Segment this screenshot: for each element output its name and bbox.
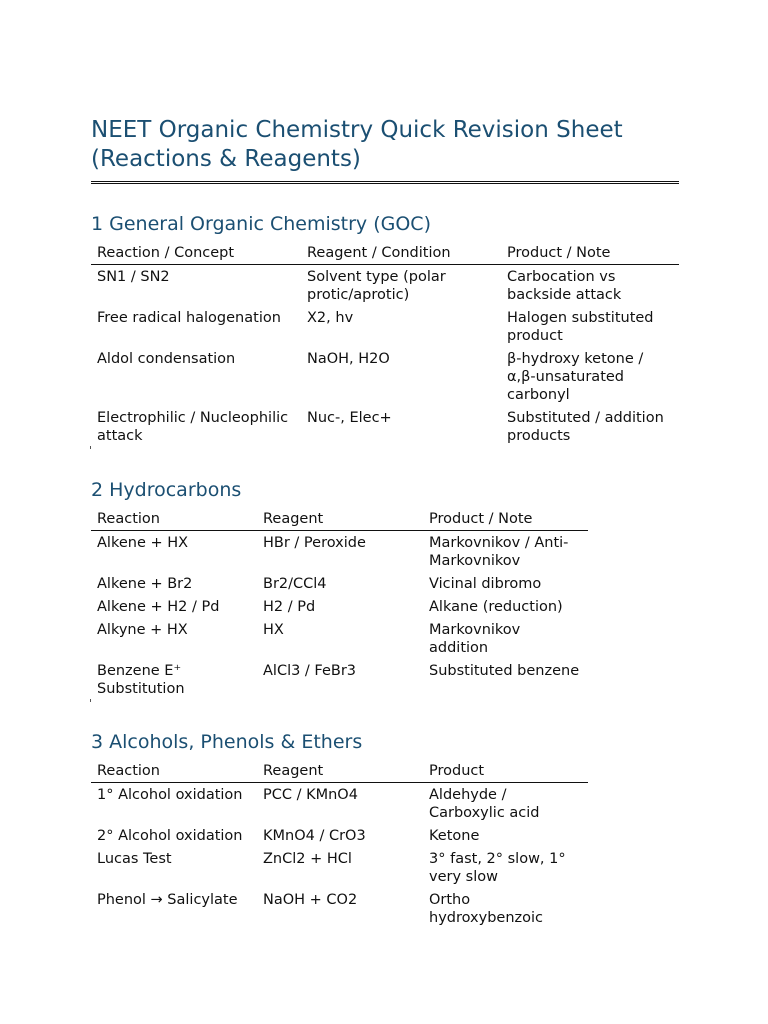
- column-header: Reaction: [91, 510, 257, 531]
- table-cell: AlCl3 / FeBr3: [263, 663, 357, 679]
- table-cell: 2° Alcohol oxidation: [97, 828, 243, 844]
- table-row: [91, 595, 588, 618]
- table-cell: X2, hv: [307, 310, 354, 326]
- column-header: Reaction: [91, 762, 257, 783]
- table-cell: Solvent type (polar protic/aprotic): [307, 269, 446, 303]
- document-header: [91, 116, 679, 184]
- document-title: [91, 116, 679, 174]
- table-cell: NaOH, H2O: [307, 351, 390, 367]
- table-cell: Ketone: [429, 828, 480, 844]
- table-cell: HBr / Peroxide: [263, 535, 366, 551]
- table-cell: Phenol → Salicylate: [97, 892, 238, 908]
- table-row: [91, 531, 588, 573]
- table-cell: Markovnikov / Anti-Markovnikov: [429, 535, 569, 569]
- table-cell: Lucas Test: [97, 851, 172, 867]
- table-cell: Br2/CCl4: [263, 576, 327, 592]
- table-row: [91, 847, 588, 888]
- table-cell: Halogen substituted product: [507, 310, 654, 344]
- section-heading-hydrocarbons: 2 Hydrocarbons: [91, 479, 242, 501]
- margin-mark: [90, 699, 91, 702]
- table-cell: ZnCl2 + HCl: [263, 851, 352, 867]
- table-row: [91, 783, 588, 825]
- table-cell: Vicinal dibromo: [429, 576, 542, 592]
- table-cell: Substituted benzene: [429, 663, 580, 679]
- table-header-row: [91, 244, 679, 265]
- table-row: [91, 659, 588, 700]
- table-header-row: [91, 510, 588, 531]
- table-row: [91, 888, 588, 929]
- margin-mark: [90, 446, 91, 449]
- table-cell: Markovnikov addition: [429, 622, 521, 656]
- table-cell: Benzene E⁺ Substitution: [97, 663, 185, 697]
- document-title-line-1: NEET Organic Chemistry Quick Revision Sheet: [91, 117, 623, 143]
- table-cell: PCC / KMnO4: [263, 787, 358, 803]
- table-cell: Alkene + Br2: [97, 576, 193, 592]
- table-cell: Alkane (reduction): [429, 599, 563, 615]
- table-header-row: [91, 762, 588, 783]
- table-cell: Free radical halogenation: [97, 310, 281, 326]
- column-header: Product / Note: [501, 244, 679, 265]
- table-cell: Ortho hydroxybenzoic: [429, 892, 544, 926]
- title-double-rule: [91, 181, 679, 184]
- alcohols-table: [91, 762, 588, 929]
- table-cell: Nuc-, Elec+: [307, 410, 392, 426]
- table-row: [91, 265, 679, 307]
- column-header: Product / Note: [423, 510, 588, 531]
- table-row: [91, 306, 679, 347]
- column-header: Reagent: [257, 762, 423, 783]
- table-cell: 3° fast, 2° slow, 1° very slow: [429, 851, 566, 885]
- table-row: [91, 572, 588, 595]
- table-cell: 1° Alcohol oxidation: [97, 787, 243, 803]
- goc-table: [91, 244, 679, 447]
- document-title-line-2: (Reactions & Reagents): [91, 146, 361, 172]
- column-header: Product: [423, 762, 588, 783]
- table-cell: Alkyne + HX: [97, 622, 188, 638]
- table-row: [91, 406, 679, 447]
- table-cell: SN1 / SN2: [97, 269, 170, 285]
- section-heading-goc: 1 General Organic Chemistry (GOC): [91, 213, 431, 235]
- hydrocarbons-table: [91, 510, 588, 700]
- table-cell: Alkene + HX: [97, 535, 189, 551]
- table-cell: Electrophilic / Nucleophilic attack: [97, 410, 289, 444]
- column-header: Reagent / Condition: [301, 244, 501, 265]
- table-row: [91, 824, 588, 847]
- table-cell: Aldehyde / Carboxylic acid: [429, 787, 540, 821]
- table-cell: Aldol condensation: [97, 351, 236, 367]
- table-cell: Carbocation vs backside attack: [507, 269, 622, 303]
- table-cell: HX: [263, 622, 284, 638]
- table-cell: Alkene + H2 / Pd: [97, 599, 220, 615]
- column-header: Reaction / Concept: [91, 244, 301, 265]
- table-row: [91, 347, 679, 406]
- section-heading-alcohols: 3 Alcohols, Phenols & Ethers: [91, 731, 363, 753]
- table-cell: NaOH + CO2: [263, 892, 358, 908]
- table-cell: KMnO4 / CrO3: [263, 828, 366, 844]
- table-row: [91, 618, 588, 659]
- column-header: Reagent: [257, 510, 423, 531]
- table-cell: β-hydroxy ketone / α,β-unsaturated carbonyl: [507, 351, 644, 403]
- table-cell: H2 / Pd: [263, 599, 316, 615]
- table-cell: Substituted / addition products: [507, 410, 664, 444]
